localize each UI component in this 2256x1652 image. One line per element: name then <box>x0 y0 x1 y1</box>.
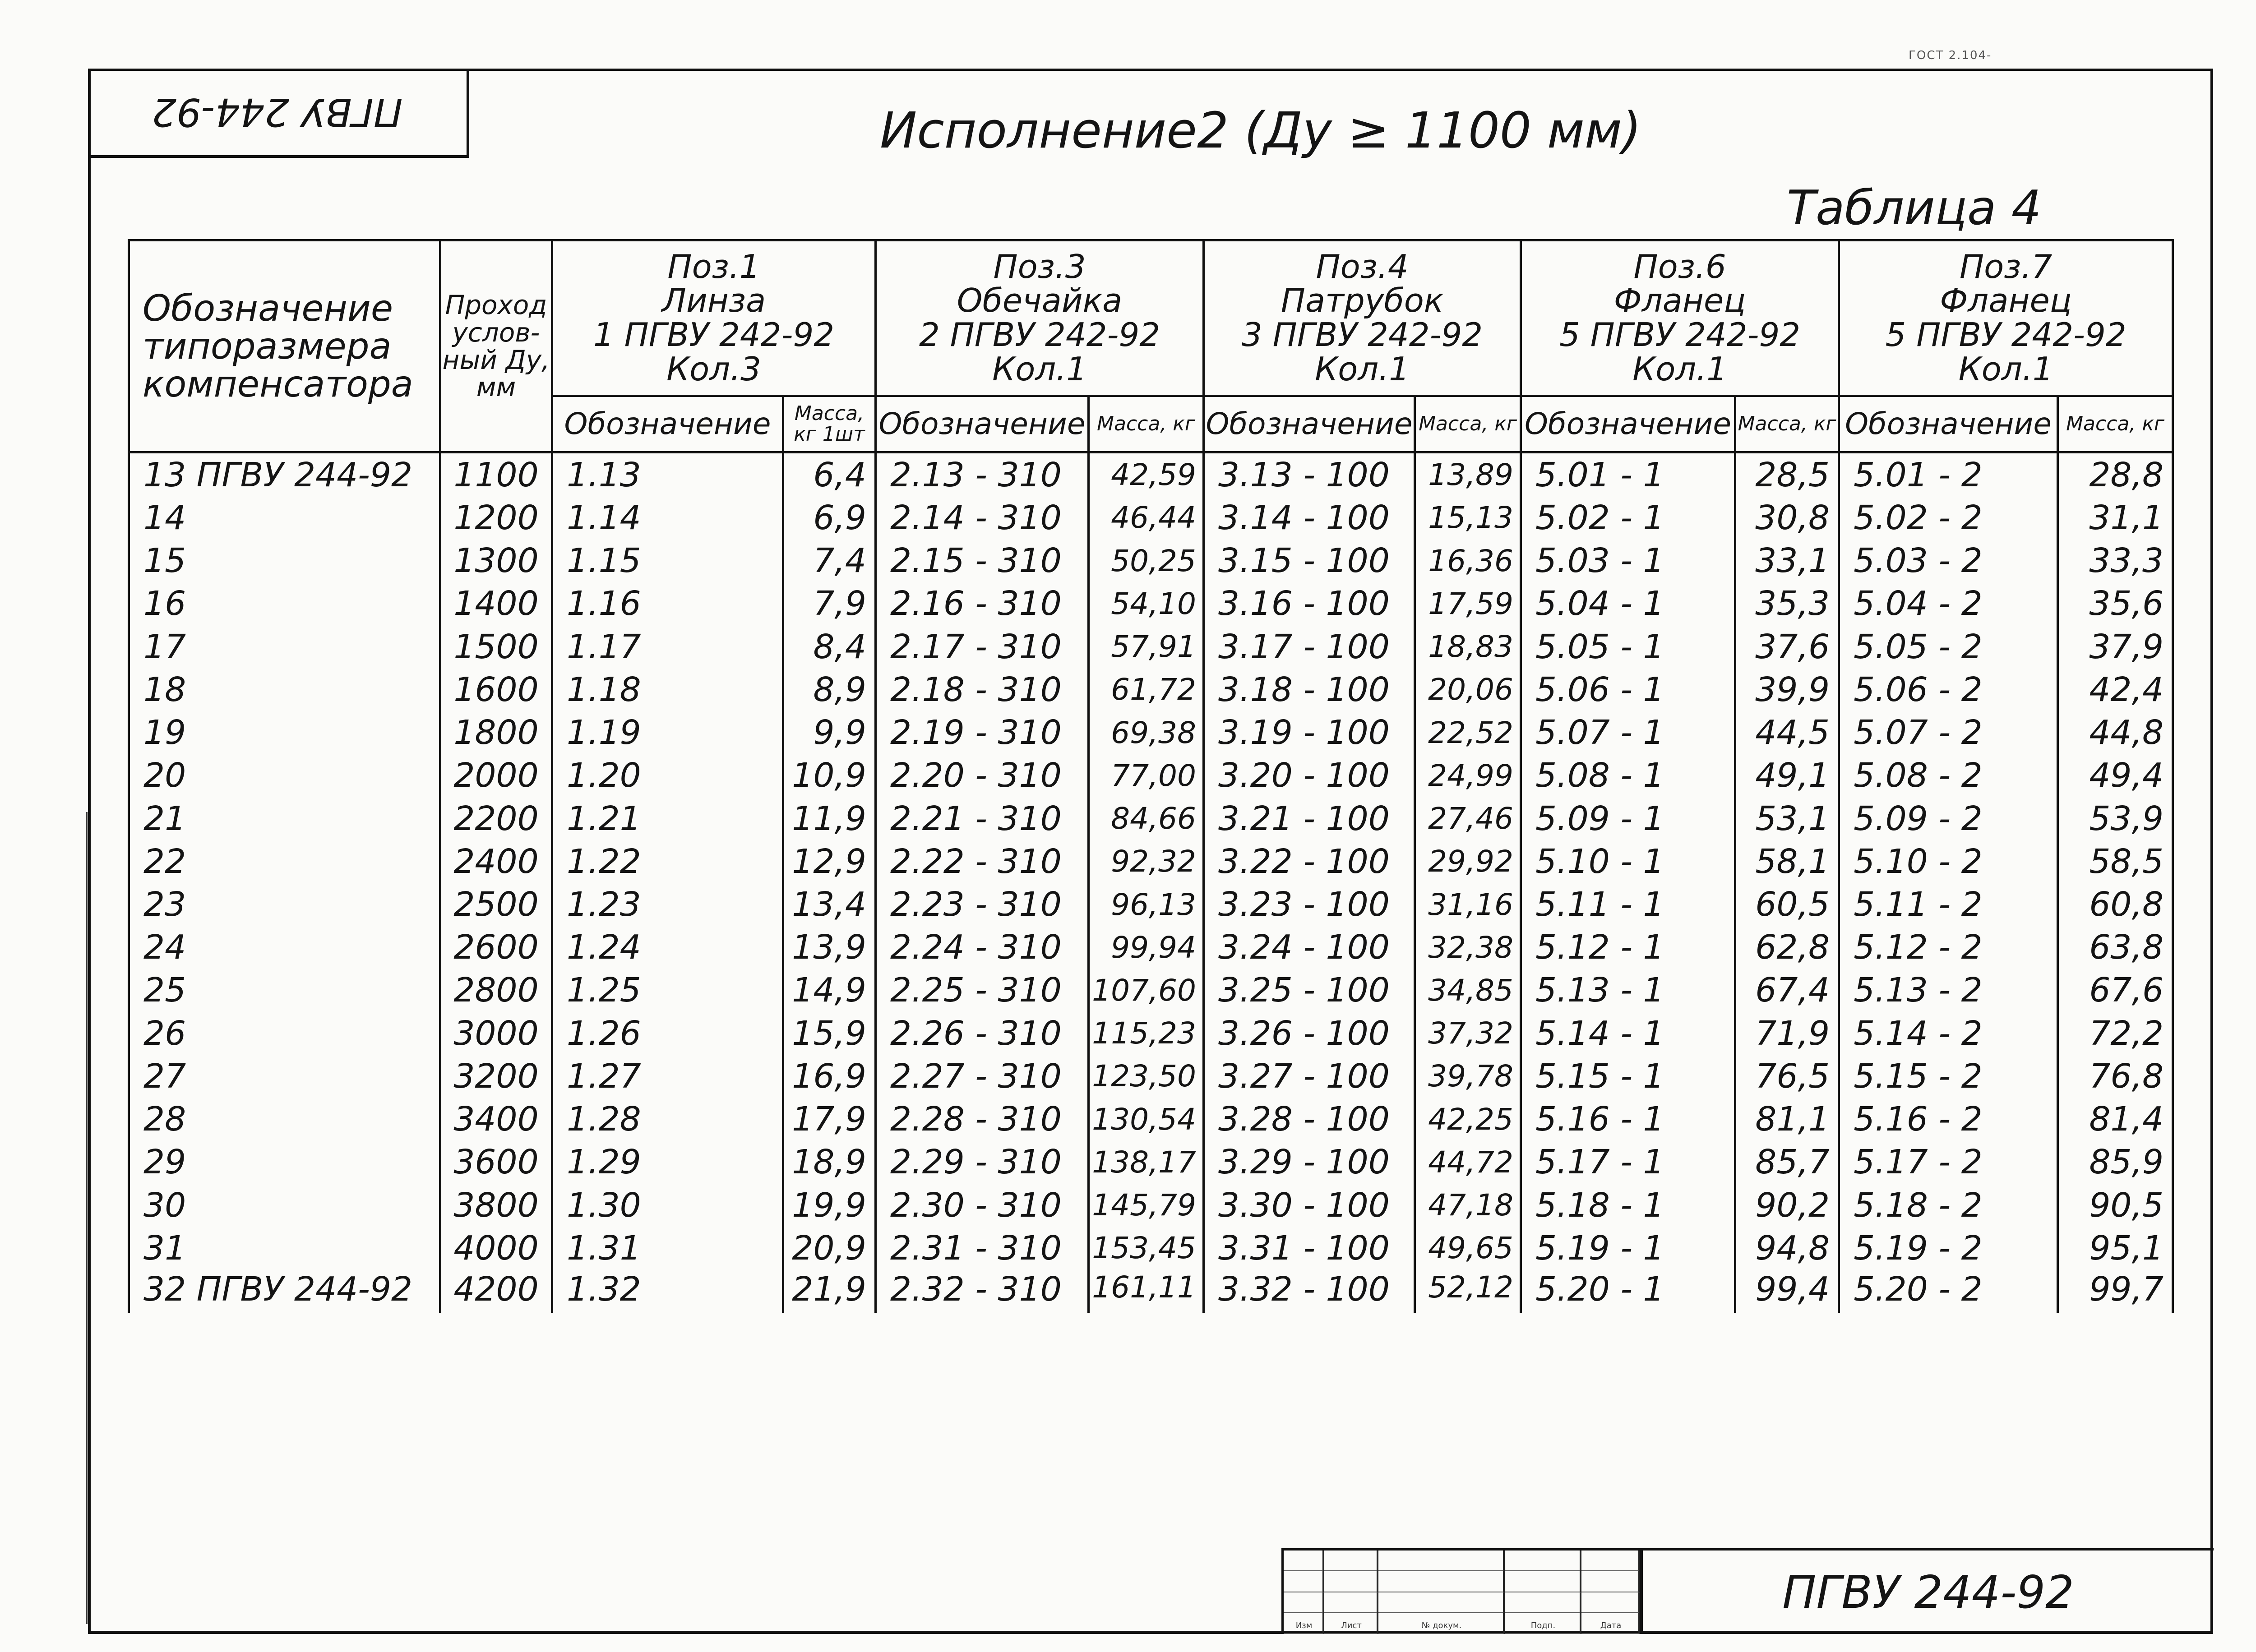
table-cell: 5.14 - 2 <box>1839 1012 2058 1055</box>
table-cell: 5.08 - 1 <box>1521 754 1735 797</box>
table-cell: 49,65 <box>1415 1227 1521 1269</box>
table-cell: 49,1 <box>1735 754 1839 797</box>
table-cell: 2.28 - 310 <box>876 1098 1089 1141</box>
table-cell: 42,4 <box>2058 668 2173 711</box>
table-cell: 67,6 <box>2058 969 2173 1012</box>
table-cell: 5.11 - 1 <box>1521 883 1735 926</box>
table-cell: 5.17 - 1 <box>1521 1141 1735 1184</box>
table-cell: 94,8 <box>1735 1227 1839 1269</box>
header-dy: Проход услов-ный Ду, мм <box>440 240 552 452</box>
table-row <box>129 1270 2173 1313</box>
table-cell: 3.26 - 100 <box>1204 1012 1415 1055</box>
table-cell: 13,9 <box>783 926 876 969</box>
table-row <box>129 840 2173 883</box>
table-cell: 2200 <box>440 797 552 840</box>
table-cell: 54,10 <box>1089 582 1204 625</box>
table-cell: 90,2 <box>1735 1184 1839 1227</box>
table-cell: 2.21 - 310 <box>876 797 1089 840</box>
table-cell: 3600 <box>440 1141 552 1184</box>
table-row <box>129 496 2173 539</box>
table-cell: 5.04 - 1 <box>1521 582 1735 625</box>
header-group-pos6: Поз.6 Фланец 5 ПГВУ 242-92 Кол.1 <box>1521 240 1839 396</box>
table-cell: 5.10 - 1 <box>1521 840 1735 883</box>
table-cell: 1.25 <box>552 969 783 1012</box>
table-cell: 1800 <box>440 711 552 754</box>
table-cell: 107,60 <box>1089 969 1204 1012</box>
table-row <box>129 625 2173 668</box>
subheader-mass: Масса, кг <box>1415 396 1521 452</box>
table-cell: 15 <box>129 540 440 582</box>
table-cell: 46,44 <box>1089 496 1204 539</box>
table-cell: 3.30 - 100 <box>1204 1184 1415 1227</box>
table-cell: 13 ПГВУ 244-92 <box>129 452 440 497</box>
table-cell: 47,18 <box>1415 1184 1521 1227</box>
table-cell: 5.15 - 1 <box>1521 1055 1735 1098</box>
table-cell: 5.02 - 2 <box>1839 496 2058 539</box>
table-row <box>129 969 2173 1012</box>
table-cell: 33,1 <box>1735 540 1839 582</box>
table-cell: 76,5 <box>1735 1055 1839 1098</box>
table-cell: 1.16 <box>552 582 783 625</box>
table-cell: 5.18 - 1 <box>1521 1184 1735 1227</box>
table-cell: 14,9 <box>783 969 876 1012</box>
table-cell: 15,13 <box>1415 496 1521 539</box>
table-cell: 1600 <box>440 668 552 711</box>
table-cell: 1300 <box>440 540 552 582</box>
table-cell: 153,45 <box>1089 1227 1204 1269</box>
table-cell: 1.31 <box>552 1227 783 1269</box>
table-cell: 15,9 <box>783 1012 876 1055</box>
table-cell: 31 <box>129 1227 440 1269</box>
table-cell: 44,5 <box>1735 711 1839 754</box>
table-cell: 27 <box>129 1055 440 1098</box>
table-cell: 25 <box>129 969 440 1012</box>
table-cell: 1.15 <box>552 540 783 582</box>
table-cell: 5.13 - 2 <box>1839 969 2058 1012</box>
table-cell: 7,4 <box>783 540 876 582</box>
table-cell: 33,3 <box>2058 540 2173 582</box>
table-cell: 3.19 - 100 <box>1204 711 1415 754</box>
table-cell: 18,9 <box>783 1141 876 1184</box>
table-cell: 22 <box>129 840 440 883</box>
table-cell: 5.06 - 2 <box>1839 668 2058 711</box>
table-cell: 29,92 <box>1415 840 1521 883</box>
table-cell: 13,4 <box>783 883 876 926</box>
table-cell: 2.20 - 310 <box>876 754 1089 797</box>
table-cell: 5.07 - 1 <box>1521 711 1735 754</box>
table-cell: 5.10 - 2 <box>1839 840 2058 883</box>
table-cell: 58,1 <box>1735 840 1839 883</box>
table-cell: 1100 <box>440 452 552 497</box>
table-cell: 3.16 - 100 <box>1204 582 1415 625</box>
table-cell: 53,9 <box>2058 797 2173 840</box>
subheader-code: Обозначение <box>552 396 783 452</box>
table-cell: 5.11 - 2 <box>1839 883 2058 926</box>
table-cell: 57,91 <box>1089 625 1204 668</box>
table-cell: 28,5 <box>1735 452 1839 497</box>
table-cell: 2500 <box>440 883 552 926</box>
table-cell: 2.14 - 310 <box>876 496 1089 539</box>
table-cell: 123,50 <box>1089 1055 1204 1098</box>
table-cell: 5.08 - 2 <box>1839 754 2058 797</box>
table-cell: 81,1 <box>1735 1098 1839 1141</box>
table-cell: 1.21 <box>552 797 783 840</box>
page-heading: Исполнение2 (Ду ≥ 1100 мм) <box>880 102 1641 159</box>
subheader-mass: Масса, кг <box>2058 396 2173 452</box>
subheader-mass: Масса, кг 1шт <box>783 396 876 452</box>
table-cell: 2.13 - 310 <box>876 452 1089 497</box>
table-row <box>129 1184 2173 1227</box>
table-cell: 37,6 <box>1735 625 1839 668</box>
table-cell: 22,52 <box>1415 711 1521 754</box>
table-cell: 2600 <box>440 926 552 969</box>
table-cell: 1500 <box>440 625 552 668</box>
table-cell: 17 <box>129 625 440 668</box>
table-cell: 18,83 <box>1415 625 1521 668</box>
table-cell: 90,5 <box>2058 1184 2173 1227</box>
table-cell: 8,9 <box>783 668 876 711</box>
table-row <box>129 1227 2173 1269</box>
table-cell: 69,38 <box>1089 711 1204 754</box>
table-cell: 4200 <box>440 1270 552 1313</box>
table-cell: 5.03 - 2 <box>1839 540 2058 582</box>
table-cell: 3.25 - 100 <box>1204 969 1415 1012</box>
table-cell: 3.28 - 100 <box>1204 1098 1415 1141</box>
table-cell: 5.04 - 2 <box>1839 582 2058 625</box>
table-cell: 2.26 - 310 <box>876 1012 1089 1055</box>
table-cell: 5.07 - 2 <box>1839 711 2058 754</box>
table-cell: 2.32 - 310 <box>876 1270 1089 1313</box>
table-cell: 17,9 <box>783 1098 876 1141</box>
table-cell: 21,9 <box>783 1270 876 1313</box>
table-cell: 20 <box>129 754 440 797</box>
table-cell: 2.25 - 310 <box>876 969 1089 1012</box>
table-cell: 1.18 <box>552 668 783 711</box>
title-block-doc-code: ПГВУ 244-92 <box>1640 1550 2214 1634</box>
table-cell: 62,8 <box>1735 926 1839 969</box>
subheader-mass: Масса, кг <box>1735 396 1839 452</box>
tb-label-date: Дата <box>1600 1621 1622 1630</box>
table-cell: 28,8 <box>2058 452 2173 497</box>
table-cell: 34,85 <box>1415 969 1521 1012</box>
table-cell: 28 <box>129 1098 440 1141</box>
table-cell: 96,13 <box>1089 883 1204 926</box>
table-row <box>129 1098 2173 1141</box>
table-cell: 50,25 <box>1089 540 1204 582</box>
table-cell: 3.27 - 100 <box>1204 1055 1415 1098</box>
table-cell: 5.16 - 1 <box>1521 1098 1735 1141</box>
table-cell: 8,4 <box>783 625 876 668</box>
table-cell: 3.24 - 100 <box>1204 926 1415 969</box>
table-cell: 31,1 <box>2058 496 2173 539</box>
top-stamp: ГОСТ 2.104- <box>1909 49 1992 62</box>
table-cell: 20,9 <box>783 1227 876 1269</box>
header-group-pos1: Поз.1 Линза 1 ПГВУ 242-92 Кол.3 <box>552 240 876 396</box>
tb-label-docnum: № докум. <box>1421 1621 1462 1630</box>
table-cell: 1.30 <box>552 1184 783 1227</box>
table-cell: 5.15 - 2 <box>1839 1055 2058 1098</box>
table-row <box>129 926 2173 969</box>
table-cell: 30 <box>129 1184 440 1227</box>
table-cell: 1.17 <box>552 625 783 668</box>
subheader-code: Обозначение <box>1521 396 1735 452</box>
table-cell: 35,6 <box>2058 582 2173 625</box>
subheader-code: Обозначение <box>876 396 1089 452</box>
table-cell: 3200 <box>440 1055 552 1098</box>
table-cell: 16 <box>129 582 440 625</box>
table-row <box>129 540 2173 582</box>
table-cell: 19 <box>129 711 440 754</box>
table-cell: 17,59 <box>1415 582 1521 625</box>
table-row <box>129 1055 2173 1098</box>
table-cell: 19,9 <box>783 1184 876 1227</box>
table-cell: 53,1 <box>1735 797 1839 840</box>
table-cell: 29 <box>129 1141 440 1184</box>
table-cell: 138,17 <box>1089 1141 1204 1184</box>
table-cell: 71,9 <box>1735 1012 1839 1055</box>
table-cell: 1.19 <box>552 711 783 754</box>
table-cell: 2.30 - 310 <box>876 1184 1089 1227</box>
table-cell: 14 <box>129 496 440 539</box>
table-cell: 44,72 <box>1415 1141 1521 1184</box>
table-cell: 92,32 <box>1089 840 1204 883</box>
table-cell: 5.05 - 1 <box>1521 625 1735 668</box>
table-cell: 23 <box>129 883 440 926</box>
table-cell: 10,9 <box>783 754 876 797</box>
table-cell: 2.24 - 310 <box>876 926 1089 969</box>
table-cell: 9,9 <box>783 711 876 754</box>
table-row <box>129 711 2173 754</box>
table-cell: 44,8 <box>2058 711 2173 754</box>
table-cell: 2800 <box>440 969 552 1012</box>
table-cell: 60,5 <box>1735 883 1839 926</box>
table-cell: 1.32 <box>552 1270 783 1313</box>
table-cell: 32 ПГВУ 244-92 <box>129 1270 440 1313</box>
table-cell: 24 <box>129 926 440 969</box>
spec-table <box>128 239 2174 1313</box>
table-row <box>129 582 2173 625</box>
subheader-code: Обозначение <box>1204 396 1415 452</box>
table-cell: 3.17 - 100 <box>1204 625 1415 668</box>
table-cell: 72,2 <box>2058 1012 2173 1055</box>
table-cell: 60,8 <box>2058 883 2173 926</box>
table-cell: 130,54 <box>1089 1098 1204 1141</box>
table-cell: 5.20 - 1 <box>1521 1270 1735 1313</box>
tb-label-sheet: Лист <box>1341 1621 1362 1630</box>
table-cell: 2.17 - 310 <box>876 625 1089 668</box>
table-cell: 2000 <box>440 754 552 797</box>
table-cell: 5.20 - 2 <box>1839 1270 2058 1313</box>
table-cell: 99,4 <box>1735 1270 1839 1313</box>
table-cell: 42,59 <box>1089 452 1204 497</box>
table-cell: 5.12 - 2 <box>1839 926 2058 969</box>
table-cell: 3.14 - 100 <box>1204 496 1415 539</box>
table-cell: 61,72 <box>1089 668 1204 711</box>
table-cell: 2.15 - 310 <box>876 540 1089 582</box>
table-cell: 5.09 - 2 <box>1839 797 2058 840</box>
table-cell: 3.22 - 100 <box>1204 840 1415 883</box>
subheader-code: Обозначение <box>1839 396 2058 452</box>
table-cell: 85,7 <box>1735 1141 1839 1184</box>
table-cell: 13,89 <box>1415 452 1521 497</box>
table-cell: 26 <box>129 1012 440 1055</box>
table-cell: 32,38 <box>1415 926 1521 969</box>
table-cell: 1.20 <box>552 754 783 797</box>
table-cell: 35,3 <box>1735 582 1839 625</box>
table-cell: 5.14 - 1 <box>1521 1012 1735 1055</box>
table-cell: 99,7 <box>2058 1270 2173 1313</box>
table-cell: 85,9 <box>2058 1141 2173 1184</box>
table-cell: 1.26 <box>552 1012 783 1055</box>
table-cell: 1200 <box>440 496 552 539</box>
table-cell: 2.27 - 310 <box>876 1055 1089 1098</box>
table-cell: 21 <box>129 797 440 840</box>
table-cell: 30,8 <box>1735 496 1839 539</box>
table-cell: 99,94 <box>1089 926 1204 969</box>
table-cell: 18 <box>129 668 440 711</box>
table-cell: 145,79 <box>1089 1184 1204 1227</box>
table-cell: 1.27 <box>552 1055 783 1098</box>
title-block <box>1281 1548 2214 1634</box>
table-cell: 27,46 <box>1415 797 1521 840</box>
table-cell: 2.16 - 310 <box>876 582 1089 625</box>
tb-label-change: Изм <box>1295 1621 1313 1630</box>
table-cell: 2.29 - 310 <box>876 1141 1089 1184</box>
table-cell: 3.20 - 100 <box>1204 754 1415 797</box>
table-cell: 39,78 <box>1415 1055 1521 1098</box>
side-margin-stamps <box>54 812 90 1624</box>
table-cell: 1.13 <box>552 452 783 497</box>
table-cell: 24,99 <box>1415 754 1521 797</box>
table-cell: 3400 <box>440 1098 552 1141</box>
table-cell: 16,9 <box>783 1055 876 1098</box>
header-designation: Обозначение типоразмера компенсатора <box>129 240 440 452</box>
table-cell: 67,4 <box>1735 969 1839 1012</box>
table-cell: 42,25 <box>1415 1098 1521 1141</box>
table-cell: 3.15 - 100 <box>1204 540 1415 582</box>
table-cell: 84,66 <box>1089 797 1204 840</box>
table-row <box>129 668 2173 711</box>
table-cell: 1.14 <box>552 496 783 539</box>
table-row <box>129 797 2173 840</box>
table-cell: 5.16 - 2 <box>1839 1098 2058 1141</box>
table-cell: 77,00 <box>1089 754 1204 797</box>
table-cell: 161,11 <box>1089 1270 1204 1313</box>
table-cell: 2400 <box>440 840 552 883</box>
table-cell: 63,8 <box>2058 926 2173 969</box>
side-divider <box>86 812 88 1624</box>
table-cell: 3.18 - 100 <box>1204 668 1415 711</box>
table-cell: 3000 <box>440 1012 552 1055</box>
table-cell: 3.21 - 100 <box>1204 797 1415 840</box>
table-cell: 1.24 <box>552 926 783 969</box>
table-cell: 95,1 <box>2058 1227 2173 1269</box>
table-cell: 3800 <box>440 1184 552 1227</box>
table-cell: 5.09 - 1 <box>1521 797 1735 840</box>
corner-code: ПГВУ 244-92 <box>152 89 403 134</box>
table-cell: 2.19 - 310 <box>876 711 1089 754</box>
table-cell: 1400 <box>440 582 552 625</box>
table-cell: 76,8 <box>2058 1055 2173 1098</box>
table-cell: 5.19 - 2 <box>1839 1227 2058 1269</box>
table-cell: 6,9 <box>783 496 876 539</box>
table-cell: 5.02 - 1 <box>1521 496 1735 539</box>
table-cell: 31,16 <box>1415 883 1521 926</box>
table-row <box>129 452 2173 497</box>
table-row <box>129 754 2173 797</box>
table-cell: 5.06 - 1 <box>1521 668 1735 711</box>
table-cell: 4000 <box>440 1227 552 1269</box>
table-cell: 2.31 - 310 <box>876 1227 1089 1269</box>
table-cell: 115,23 <box>1089 1012 1204 1055</box>
subheader-mass: Масса, кг <box>1089 396 1204 452</box>
table-cell: 1.22 <box>552 840 783 883</box>
table-cell: 3.32 - 100 <box>1204 1270 1415 1313</box>
corner-stamp <box>88 69 469 158</box>
table-cell: 37,32 <box>1415 1012 1521 1055</box>
table-cell: 5.13 - 1 <box>1521 969 1735 1012</box>
table-cell: 1.23 <box>552 883 783 926</box>
table-cell: 20,06 <box>1415 668 1521 711</box>
header-group-pos7: Поз.7 Фланец 5 ПГВУ 242-92 Кол.1 <box>1839 240 2173 396</box>
table-cell: 5.03 - 1 <box>1521 540 1735 582</box>
table-row <box>129 883 2173 926</box>
table-cell: 52,12 <box>1415 1270 1521 1313</box>
title-block-labels <box>1284 1621 1640 1630</box>
table-cell: 3.29 - 100 <box>1204 1141 1415 1184</box>
table-cell: 5.01 - 1 <box>1521 452 1735 497</box>
header-group-pos4: Поз.4 Патрубок 3 ПГВУ 242-92 Кол.1 <box>1204 240 1521 396</box>
table-cell: 1.28 <box>552 1098 783 1141</box>
table-cell: 3.23 - 100 <box>1204 883 1415 926</box>
header-group-pos3: Поз.3 Обечайка 2 ПГВУ 242-92 Кол.1 <box>876 240 1204 396</box>
table-cell: 2.22 - 310 <box>876 840 1089 883</box>
table-cell: 7,9 <box>783 582 876 625</box>
table-cell: 2.23 - 310 <box>876 883 1089 926</box>
table-cell: 37,9 <box>2058 625 2173 668</box>
table-cell: 81,4 <box>2058 1098 2173 1141</box>
table-cell: 3.13 - 100 <box>1204 452 1415 497</box>
table-cell: 5.19 - 1 <box>1521 1227 1735 1269</box>
table-cell: 2.18 - 310 <box>876 668 1089 711</box>
table-cell: 1.29 <box>552 1141 783 1184</box>
tb-label-sign: Подп. <box>1530 1621 1556 1630</box>
table-cell: 58,5 <box>2058 840 2173 883</box>
table-cell: 12,9 <box>783 840 876 883</box>
table-cell: 5.17 - 2 <box>1839 1141 2058 1184</box>
table-cell: 6,4 <box>783 452 876 497</box>
table-row <box>129 1012 2173 1055</box>
table-cell: 5.18 - 2 <box>1839 1184 2058 1227</box>
table-cell: 16,36 <box>1415 540 1521 582</box>
table-label: Таблица 4 <box>1787 180 2042 235</box>
table-cell: 5.01 - 2 <box>1839 452 2058 497</box>
table-row <box>129 1141 2173 1184</box>
table-cell: 39,9 <box>1735 668 1839 711</box>
table-cell: 11,9 <box>783 797 876 840</box>
table-cell: 49,4 <box>2058 754 2173 797</box>
table-cell: 3.31 - 100 <box>1204 1227 1415 1269</box>
table-cell: 5.12 - 1 <box>1521 926 1735 969</box>
table-cell: 5.05 - 2 <box>1839 625 2058 668</box>
